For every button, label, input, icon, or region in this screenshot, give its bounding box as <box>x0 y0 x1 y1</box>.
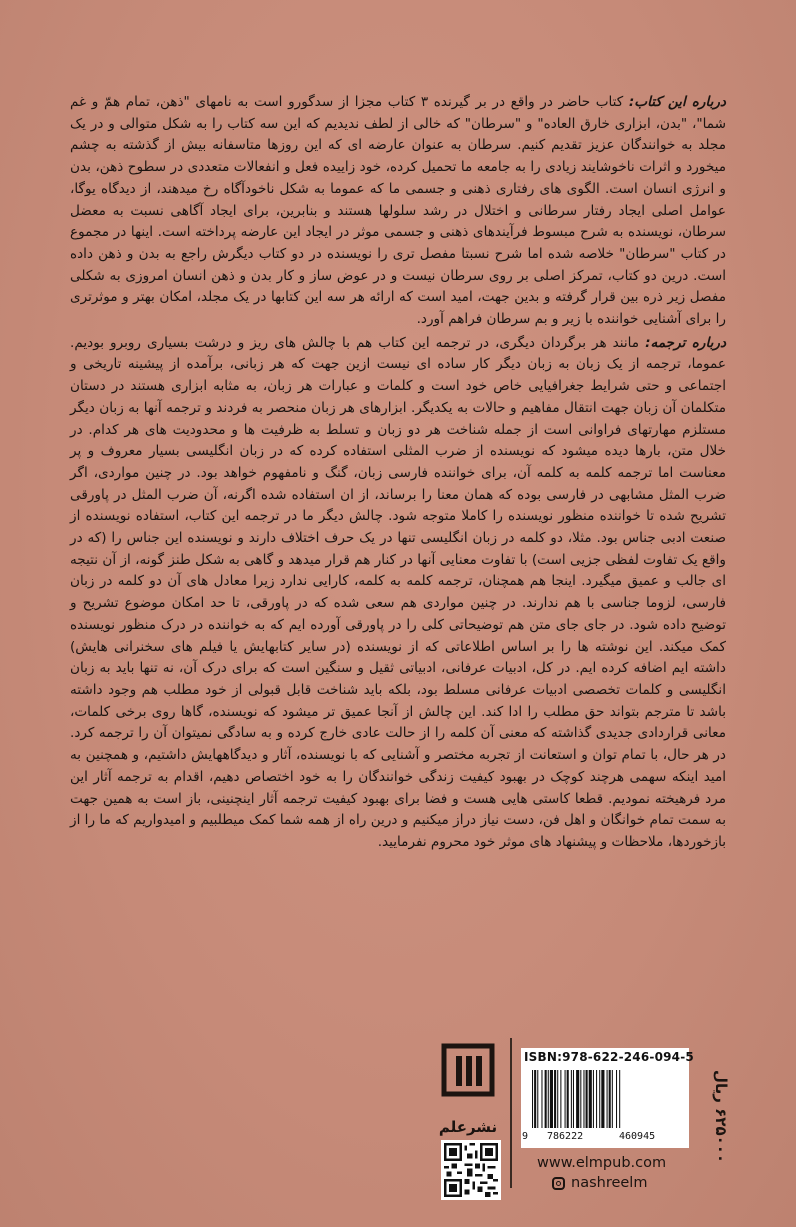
barcode-digit-left: 9 <box>522 1131 529 1142</box>
publisher-name: نشرعلم <box>438 1118 498 1136</box>
price-label: ۶۲۵۰۰۰ ریال <box>712 1069 730 1163</box>
qr-code-icon <box>441 1140 501 1200</box>
publisher-logo-icon <box>438 1040 498 1100</box>
cover-text <box>70 92 726 854</box>
barcode-group-1: 786222 <box>547 1131 584 1142</box>
about-translation-heading: درباره ترجمه: <box>645 334 727 351</box>
about-book-heading: درباره این کتاب: <box>628 94 726 110</box>
publisher-website: www.elmpub.com <box>537 1155 667 1171</box>
about-book-text: کتاب حاضر در واقع در بر گیرنده ۳ کتاب مجزا از سدگورو است به نامهای "ذهن، تمام همّ و غم شما"، "بدن، ابزاری خارق العاده" و "سرطان" که خالی از لطف ندیدیم که این سه کتاب را به شکل متوالی و در یک مجلد به خوانندگان عزیز تقدیم کنیم. سرطان به عنوان عارضه ای که این روزها متاسفانه بیش از گذشته به چشم میخورد و اثرات ناخوشایند زیادی را به جامعه ما تحمیل کرده، خود زاییده فعل و انفعالات متعددی در سطوح ذهن، بدن و انرژی انسان است. الگوی های رفتاری ذهنی و جسمی ما که عموما به شکل ناخودآگاه رخ میدهند، از دیدگاه یوگا، عوامل اصلی ایجاد رفتار سرطانی و اختلال در رشد سلولها هستند و بنابرین، برای ایجاد آگاهی نسبت به معضل سرطان، نویسنده به شرح مبسوط فرآیندهای ذهنی و جسمی موثر در ایجاد این عارضه پرداخته است. اینها در مجموع در کتاب "سرطان" خلاصه شده اما شرح نسبتا مفصل تری را نویسنده در دو کتاب دیگرش راجع به بدن و ذهن داده است. درین دو کتاب، تمرکز اصلی بر روی سرطان نیست و در عوض ساز و کار بدن و ذهن انسان امروزی به شکلی مفصل زیر ذره بین قرار گرفته و بدین جهت، امید است که ارائه هر سه این کتابها در یک مجلد، امکان بهتر و موثرتری را برای آشنایی خواننده با زیر و بم سرطان فراهم آورد. <box>70 94 726 328</box>
divider-line <box>510 1038 512 1188</box>
barcode-icon <box>532 1070 682 1128</box>
instagram-icon <box>552 1177 565 1190</box>
about-translation-text: مانند هر برگردان دیگری، در ترجمه این کتاب هم با چالش های ریز و درشت بسیاری روبرو بودیم. عموما، ترجمه از یک زبان به زبان دیگر کار ساده ای نیست ازین جهت که هر زبانی، برآمده از پیشینه تاریخی و اجتماعی و حتی شرایط جغرافیایی خاص خود است و کلمات و عبارات هر زبان، به مثابه ابزاری هستند در دستان متکلمان آن زبان جهت انتقال مفاهیم و حالات به یکدیگر. ابزارهای هر زبان منحصر به فردند و ترجمه آنها به زبان دیگر مستلزم مهارتهای فراوانی است از جمله شناخت هر دو زبان و تسلط به ظرفیت ها و محدودیت های هر کدام. در خلال متن، بارها دیده میشود که نویسنده از ضرب المثلی استفاده کرده که در زبان انگلیسی بسیار معروف و پر معناست اما ترجمه کلمه به کلمه آن، برای خواننده فارسی زبان، گنگ و نامفهوم خواهد بود. در چنین مواردی، اگر ضرب المثل مشابهی در فارسی بوده که همان معنا را برساند، از ان استفاده شده اگرنه، آن ضرب المثل در پاورقی تشریح شده تا خواننده منظور نویسنده را کاملا متوجه شود. چالش دیگر ما در ترجمه این کتاب، استفاده نویسنده از صنعت ادبی جناس بود. مثلا، دو کلمه در زبان انگلیسی تنها در یک حرف اختلاف دارند و نویسنده این جناس را (که در واقع یک تفاوت لفظی جزیی است) با تفاوت معنایی آنها در کنار هم قرار میدهد و گاهی به شکل طنز گونه، از آن نتیجه ای جالب و عمیق میگیرد. اینجا هم همچنان، ترجمه کلمه به کلمه، کارایی ندارد زیرا معادل های آن دو کلمه در زبان فارسی، لزوما جناسی با هم ندارند. در چنین مواردی هم سعی شده که در پاورقی، تا حد امکان موضوع تشریح و توضیح داده شود. در جای جای متن هم توضیحاتی کلی را در پاورقی آورده ایم که به خواننده در درک منظور نویسنده کمک میکند. این نوشته ها را بر اساس اطلاعاتی که از نویسنده (در سایر کتابهایش یا فیلم های سخنرانی هایش) داشته ایم اضافه کرده ایم. در کل، ادبیات عرفانی، ادبیاتی ثقیل و سنگین است که برای درک آن، نه تنها باید به زبان انگلیسی و کلمات تخصصی ادبیات عرفانی مسلط بود، بلکه باید شناخت قابل قبولی از خود مطلب هم وجود داشته باشد تا مترجم بتواند حق مطلب را ادا کند. این چالش از آنجا عمیق تر میشود که نویسنده، گاها روی برخی کلمات، معانی قراردادی جدیدی گذاشته که معنی آن کلمه را از حالت عادی خارج کرده و به سادگی نمیتوان آن را ترجمه کرد. در هر حال، با تمام توان و استعانت از تجربه مختصر و آشنایی که با نویسنده، آثار و دیدگاههایش داشتیم، و همچنین به امید اینکه سهمی هرچند کوچک در بهبود کیفیت زندگی خوانندگان را به خود اختصاص دهیم، اقدام به ترجمه آثار این مرد فرهیخته نمودیم. قطعا کاستی هایی هست و فضا برای بهبود کیفیت ترجمه آثار اینچنینی، باز است به همین جهت به سمت تمام خوانگان و اهل فن، دست نیاز دراز میکنیم و درین راه از همه شما کمک میطلبیم و امیدواریم که ما را از بازخوردها، ملاحظات و پیشنهاد های موثر خود محروم نفرمایید. <box>70 334 726 850</box>
instagram-handle: nashreelm <box>571 1175 648 1191</box>
isbn-text: ISBN:978-622-246-094-5 <box>524 1050 694 1064</box>
barcode-group-2: 460945 <box>619 1131 656 1142</box>
instagram-handle-row <box>552 1175 647 1191</box>
about-translation-paragraph <box>70 333 726 854</box>
about-book-paragraph <box>70 92 726 331</box>
